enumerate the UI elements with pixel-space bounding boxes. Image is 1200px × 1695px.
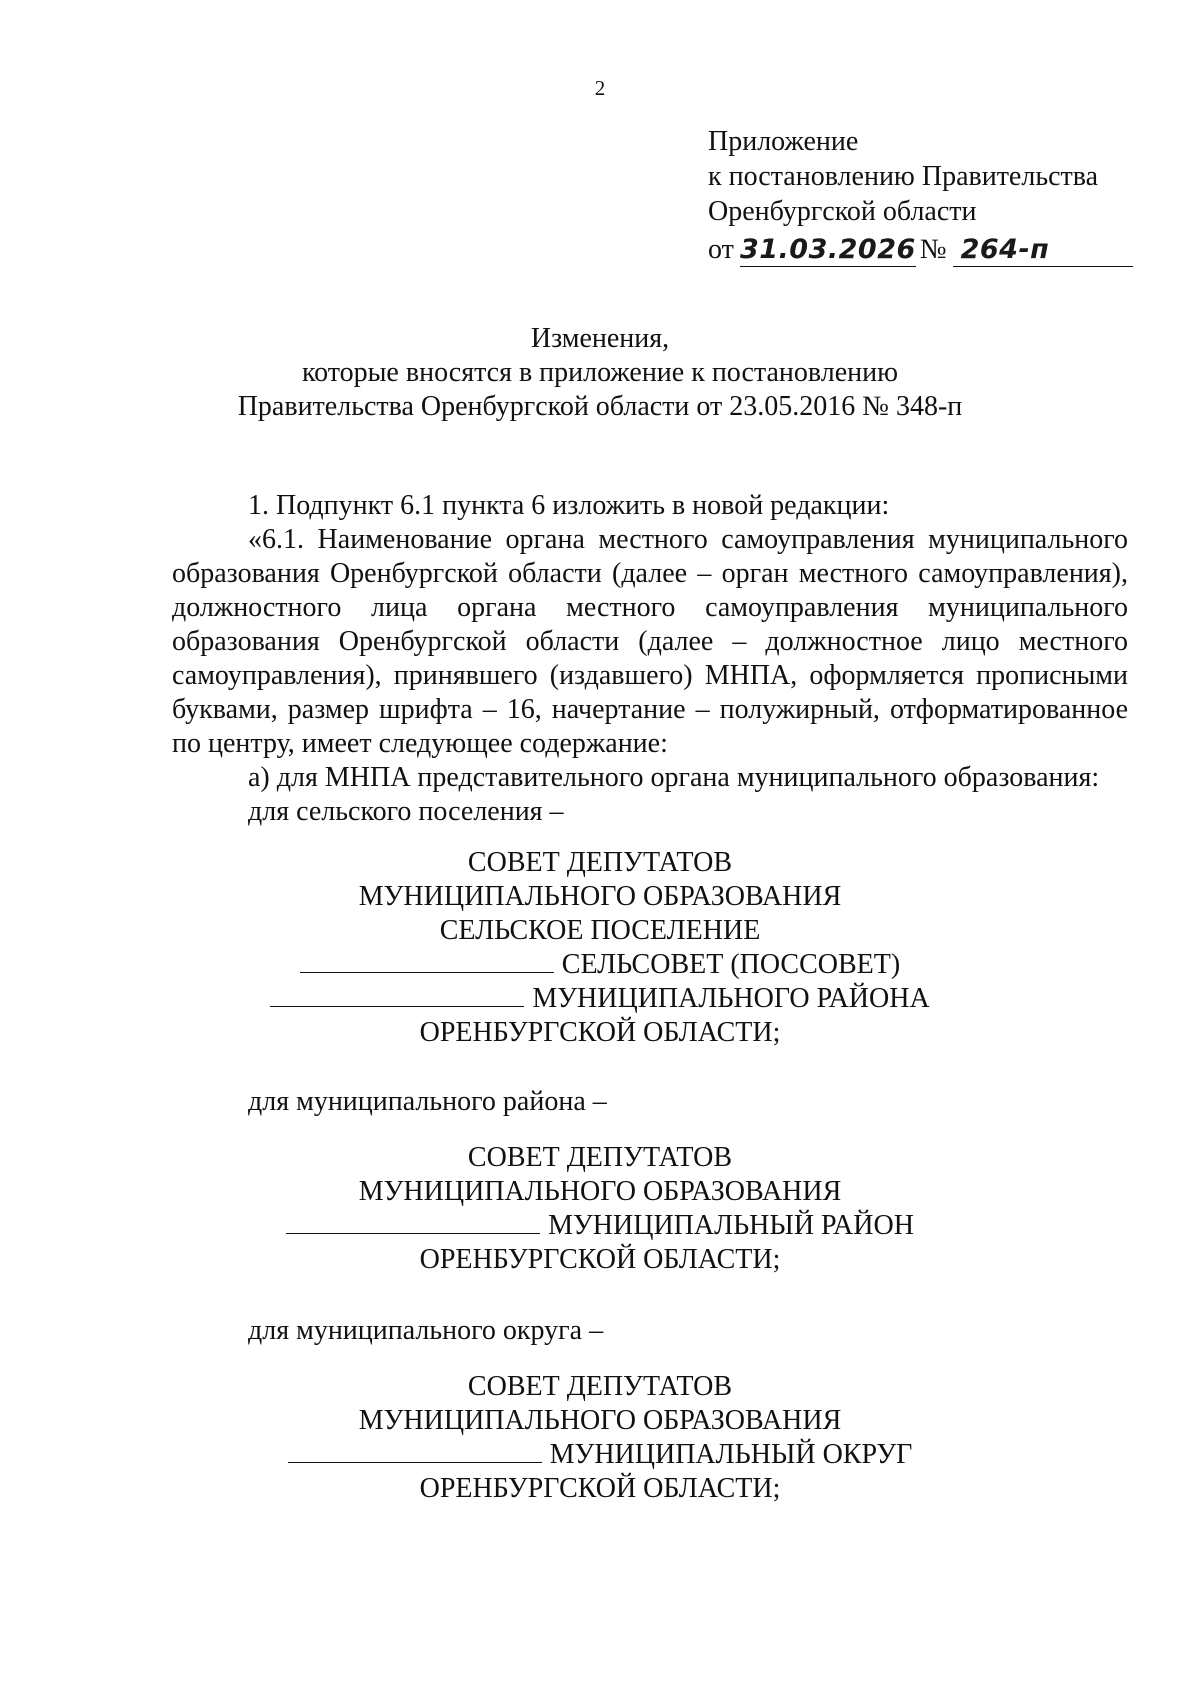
district-line-4: ОРЕНБУРГСКОЙ ОБЛАСТИ;: [419, 1244, 781, 1275]
appendix-line-2: к постановлению Правительства: [708, 161, 1099, 192]
rural-line-5: [0, 982, 1200, 1016]
okrug-line-2: МУНИЦИПАЛЬНОГО ОБРАЗОВАНИЯ: [358, 1405, 842, 1436]
item-1: 1. Подпункт 6.1 пункта 6 изложить в новой редакции:: [248, 490, 890, 521]
document-title: [0, 322, 1200, 424]
title-line-2: которые вносятся в приложение к постановлению: [301, 357, 899, 388]
okrug-line-3-text: МУНИЦИПАЛЬНЫЙ ОКРУГ: [549, 1439, 913, 1470]
appendix-line-1: Приложение: [708, 126, 859, 157]
appendix-header: [708, 124, 1133, 267]
appendix-line-3: Оренбургской области: [708, 196, 977, 227]
blank-line: [270, 982, 524, 1007]
title-line-3: Правительства Оренбургской области от 23.05.2016 № 348-п: [237, 391, 963, 422]
rural-line-1: СОВЕТ ДЕПУТАТОВ: [467, 847, 733, 878]
okrug-line-3: [0, 1438, 1200, 1472]
rural-line-6: ОРЕНБУРГСКОЙ ОБЛАСТИ;: [419, 1017, 781, 1048]
appendix-date-number-line: [708, 229, 1133, 267]
title-line-1: Изменения,: [530, 323, 670, 354]
rural-line-2: МУНИЦИПАЛЬНОГО ОБРАЗОВАНИЯ: [358, 881, 842, 912]
district-line-3-text: МУНИЦИПАЛЬНЫЙ РАЙОН: [548, 1210, 914, 1241]
district-line-2: МУНИЦИПАЛЬНОГО ОБРАЗОВАНИЯ: [358, 1176, 842, 1207]
rural-lead: для сельского поселения –: [248, 796, 564, 827]
page-number: 2: [594, 76, 606, 100]
okrug-line-4: ОРЕНБУРГСКОЙ ОБЛАСТИ;: [419, 1473, 781, 1504]
blank-line: [288, 1438, 542, 1463]
rural-line-4: [0, 948, 1200, 982]
from-label: от: [708, 234, 734, 265]
district-line-3: [0, 1209, 1200, 1243]
okrug-lead: для муниципального округа –: [248, 1315, 604, 1346]
number-label: №: [919, 234, 947, 265]
item-a: а) для МНПА представительного органа муниципального образования:: [248, 762, 1100, 793]
handwritten-number: 264-п: [953, 235, 1133, 267]
okrug-block: [0, 1370, 1200, 1506]
rural-settlement-block: [0, 846, 1200, 1050]
blank-line: [300, 948, 554, 973]
district-lead: для муниципального района –: [248, 1086, 607, 1117]
rural-line-3: СЕЛЬСКОЕ ПОСЕЛЕНИЕ: [439, 915, 761, 946]
rural-line-5-text: МУНИЦИПАЛЬНОГО РАЙОНА: [532, 983, 930, 1014]
handwritten-date: 31.03.2026: [739, 234, 916, 265]
blank-line: [286, 1209, 540, 1234]
district-line-1: СОВЕТ ДЕПУТАТОВ: [467, 1142, 733, 1173]
paragraph-6-1: «6.1. Наименование органа местного самоуправления муниципального образования Оренбургской области (далее – орган местного самоуправления), должностного лица органа местного самоуправления муниципального образования Оренбургской области (далее – должностное лицо местного самоуправления), принявшего (издавшего) МНПА, оформляется прописными буквами, размер шрифта – 16, начертание – полужирный, отформатированное по центру, имеет следующее содержание:: [172, 524, 1128, 759]
rural-line-4-text: СЕЛЬСОВЕТ (ПОССОВЕТ): [561, 949, 901, 980]
okrug-line-1: СОВЕТ ДЕПУТАТОВ: [467, 1371, 733, 1402]
document-body: [172, 489, 1128, 829]
district-block: [0, 1141, 1200, 1277]
